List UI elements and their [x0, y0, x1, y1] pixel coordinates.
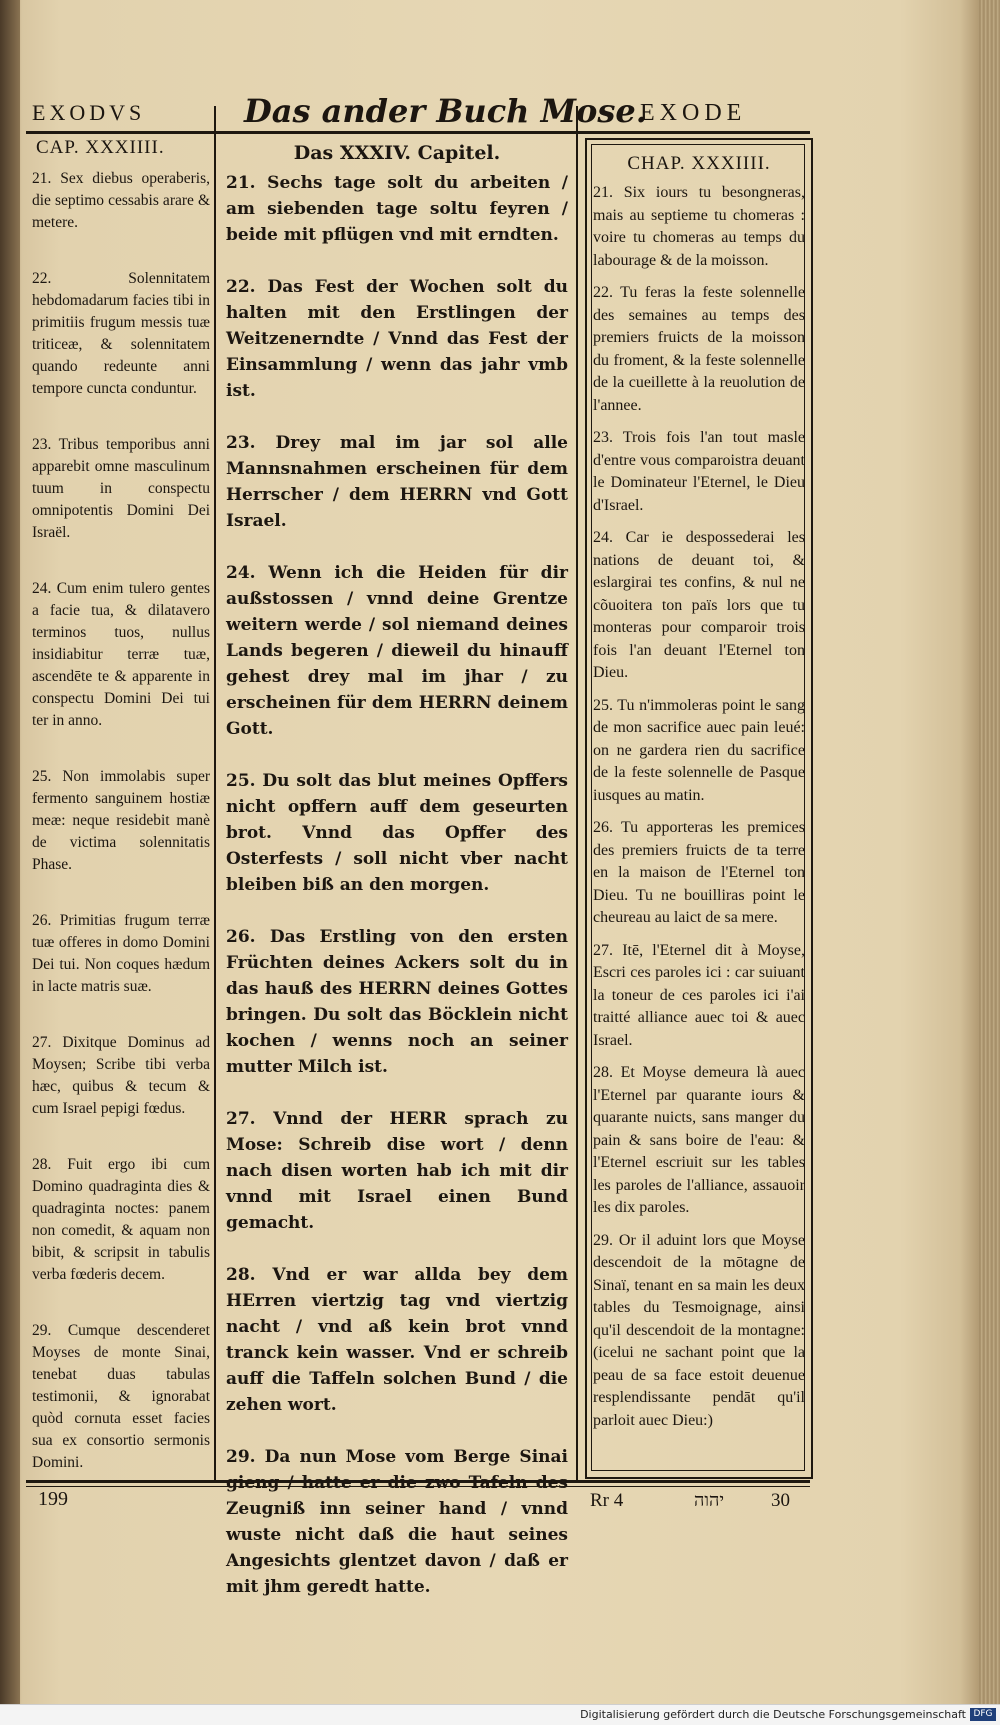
german-verse: 24. Wenn ich die Heiden für dir außstossen / vnnd deine Grentze weitern werde / sol niemand deines Lands begeren / dieweil du hinauff gehest drey mal im jhar / zu erscheinen für dem HERRN deinem Gott. [226, 563, 568, 739]
french-verse: 26. Tu apporteras les premices des premiers fruicts de ta terre en la maison de l'Eternel ton Dieu. Tu ne bouilliras point le cheureau au laict de sa mere. [593, 819, 805, 926]
dfg-logo: DFG [970, 1708, 996, 1721]
french-verse: 24. Car ie despossederai les nations de deuant toi, & eslargirai tes confins, & nul ne cõuoitera ton païs lors que tu monteras pour comparoir trois fois l'an deuant l'Eternel ton Dieu. [593, 529, 805, 681]
german-verse: 22. Das Fest der Wochen solt du halten mit den Erstlingen der Weitzenerndte / Vnnd das Fest der Einsammlung / wenn das jahr vmb ist. [226, 277, 568, 401]
latin-verse: 29. Cumque descenderet Moyses de monte Sinai, tenebat duas tabulas testimonii, & ignorabat quòd cornuta esset facies sua ex consortio sermonis Domini. [32, 1322, 210, 1471]
french-verse: 29. Or il aduint lors que Moyse descendoit de la mōtagne de Sinaï, tenant en sa main les deux tables du Tesmoignage, ainsi qu'il descendoit de la montagne: (icelui ne sachant point que la peau de sa face estoit deuenue resplendissante pendāt qu'il parloit auec Dieu:) [593, 1231, 805, 1429]
page-number: 199 [38, 1488, 68, 1510]
digitization-bar [0, 1704, 1000, 1725]
signature-mark: Rr 4 [590, 1490, 624, 1511]
latin-chapter-heading: CAP. XXXIIII. [36, 137, 165, 158]
latin-verse: 27. Dixitque Dominus ad Moysen; Scribe tibi verba hæc, quibus & tecum & cum Israel pepigi fœdus. [32, 1034, 210, 1117]
running-head-latin: EXODVS [32, 100, 146, 125]
latin-column [32, 136, 210, 1508]
latin-verse: 24. Cum enim tulero gentes a facie tua, & dilatavero terminos tuos, nullus insidiabitur terræ tuæ, ascendēte te & apparente in conspectu Domini Dei tui ter in anno. [32, 580, 210, 729]
hebrew-tetragrammaton: יהוה [694, 1490, 725, 1511]
french-verse: 28. Et Moyse demeura là auec l'Eternel par quarante iours & quarante nuicts, sans manger du pain & sans boire de l'eau: & l'Eternel escriuit sur les tables les paroles de l'alliance, assauoir les dix paroles. [593, 1064, 805, 1216]
latin-verse: 23. Tribus temporibus anni apparebit omne masculinum tuum in conspectu omnipotentis Domini Dei Israël. [32, 436, 210, 541]
french-verse: 25. Tu n'immoleras point le sang de mon sacrifice auec pain leué: on ne gardera rien du sacrifice de la feste solennelle de Pasque iusques au matin. [593, 696, 805, 804]
french-verse: 22. Tu feras la feste solennelle des semaines au temps des premiers fruicts de la moisson du froment, & la feste solennelle de la cueillette à la reuolution de l'annee. [593, 284, 805, 414]
catchword-number: 30 [771, 1490, 790, 1511]
french-verse: 27. Itē, l'Eternel dit à Moyse, Escri ces paroles ici : car suiuant la toneur de ces paroles ici i'ai traitté alliance auec toi & auec Israel. [593, 941, 805, 1049]
running-head-french: EXODE [640, 100, 747, 126]
french-chapter-heading: CHAP. XXXIIII. [627, 153, 771, 174]
binding-shadow [0, 0, 20, 1724]
running-head-german: Das ander Buch Mose. [244, 92, 647, 130]
german-column [226, 140, 568, 1626]
german-verse: 21. Sechs tage solt du arbeiten / am siebenden tage soltu feyren / beide mit pflügen vnd mit erndten. [226, 173, 568, 245]
french-column [593, 152, 805, 1442]
page-edges [978, 0, 1000, 1724]
latin-verse: 21. Sex diebus operaberis, die septimo cessabis arare & metere. [32, 170, 210, 231]
frame-top-rule [26, 131, 810, 134]
latin-verse: 22. Solennitatem hebdomadarum facies tibi in primitiis frugum messis tuæ triticeæ, & solennitatem quando redeunte anni tempore cuncta conduntur. [32, 270, 210, 397]
french-verse: 23. Trois fois l'an tout masle d'entre vous comparoistra deuant le Dominateur l'Eternel, le Dieu d'Israel. [593, 429, 805, 514]
latin-verse: 26. Primitias frugum terræ tuæ offeres in domo Domini Dei tui. Non coques hædum in lacte matris suæ. [32, 912, 210, 995]
german-verse: 27. Vnnd der HERR sprach zu Mose: Schreib dise wort / denn nach disen worten hab ich mit dir vnnd mit Israel einen Bund gemacht. [226, 1109, 568, 1233]
german-chapter-heading: Das XXXIV. Capitel. [293, 142, 501, 164]
german-verse: 28. Vnd er war allda bey dem HErren viertzig tag vnd viertzig nacht / vnd aß kein brot vnnd tranck kein wasser. Vnd er schreib auff die Taffeln solchen Bund / die zehen wort. [226, 1265, 568, 1415]
column-rule-right [576, 106, 578, 1482]
digitization-credit: Digitalisierung gefördert durch die Deutsche Forschungsgemeinschaft [580, 1708, 966, 1721]
column-rule-left [214, 106, 216, 1482]
french-verse: 21. Six iours tu besongneras, mais au septieme tu chomeras : voire tu chomeras au temps du labourage & de la moisson. [593, 184, 805, 269]
german-verse: 26. Das Erstling von den ersten Früchten deines Ackers solt du in das hauß des HERRN deines Gottes bringen. Du solt das Böcklein nicht kochen / wenns noch an seiner mutter Milch ist. [226, 927, 568, 1077]
german-verse: 25. Du solt das blut meines Opffers nicht opffern auff dem gesеurten brot. Vnnd das Opffer des Osterfests / soll nicht vber nacht bleiben biß an den morgen. [226, 771, 568, 895]
latin-verse: 25. Non immolabis super fermento sanguinem hostiæ meæ: neque residebit manè de victima solennitatis Phase. [32, 768, 210, 873]
german-verse: 29. Da nun Mose vom Berge Sinai gieng / hatte er die zwo Tafeln des Zeugniß inn seiner hand / vnnd wuste nicht daß die haut seines Angesichts glentzet davon / daß er mit jhm geredt hatte. [226, 1447, 568, 1597]
german-verse: 23. Drey mal im jar sol alle Mannsnahmen erscheinen für dem Herrscher / dem HERRN vnd Gott Israel. [226, 433, 568, 531]
latin-verse: 28. Fuit ergo ibi cum Domino quadraginta dies & quadraginta noctes: panem non comedit, & aquam non bibit, & scripsit in tabulis verba fœderis decem. [32, 1156, 210, 1283]
